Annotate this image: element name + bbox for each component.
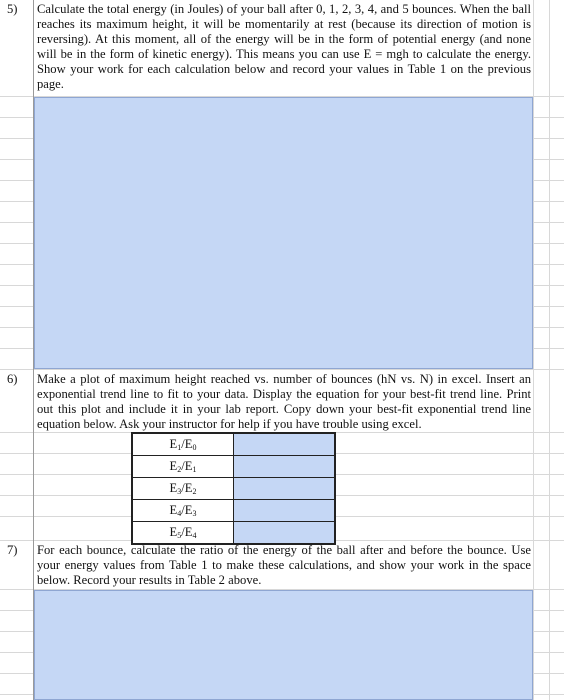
- ratio-value-cell[interactable]: [234, 478, 336, 500]
- question-number: 5): [7, 2, 18, 16]
- ratio-table: [131, 432, 336, 545]
- table-row: [132, 456, 335, 478]
- ratio-value-cell[interactable]: [234, 522, 336, 545]
- grid-row-line: [0, 369, 564, 370]
- grid-column-line: [533, 0, 534, 700]
- table-row: [132, 500, 335, 522]
- grid-column-line: [549, 0, 550, 700]
- ratio-label: $E_1/E_0$: [132, 433, 234, 456]
- answer-area[interactable]: [34, 590, 533, 700]
- table-row: [132, 433, 335, 456]
- question-text: Make a plot of maximum height reached vs. number of bounces (hN vs. N) in excel. Insert an exponential trend line to fit to your data. Display the equation for your best-fit trend line. Print out this plot and include it in your lab report. Copy down your best-fit exponential trend line equation below. Ask your instructor for help if you have trouble using excel.: [37, 372, 531, 431]
- ratio-value-cell[interactable]: [234, 433, 336, 456]
- question-text: For each bounce, calculate the ratio of the energy of the ball after and before the bounce. Use your energy values from Table 1 to make these calculations, and show your work in the space below. Record your results in Table 2 above.: [37, 543, 531, 587]
- question-number: 6): [7, 372, 18, 386]
- question-text: Calculate the total energy (in Joules) of your ball after 0, 1, 2, 3, 4, and 5 bounces. When the ball reaches its maximum height, it will be momentarily at rest (because its direction of motion is reversing). At this moment, all of the energy will be in the form of potential energy (and none will be in the form of kinetic energy). This means you can use E = mgh to calculate the energy. Show your work for each calculation below and record your values in Table 1 on the previous page.: [37, 2, 531, 91]
- ratio-label: $E_3/E_2$: [132, 478, 234, 500]
- answer-area[interactable]: [34, 97, 533, 369]
- ratio-value-cell[interactable]: [234, 456, 336, 478]
- ratio-value-cell[interactable]: [234, 500, 336, 522]
- table-row: [132, 478, 335, 500]
- question-number: 7): [7, 543, 18, 557]
- ratio-label: $E_5/E_4$: [132, 522, 234, 545]
- ratio-label: $E_2/E_1$: [132, 456, 234, 478]
- ratio-label: $E_4/E_3$: [132, 500, 234, 522]
- table-row: [132, 522, 335, 545]
